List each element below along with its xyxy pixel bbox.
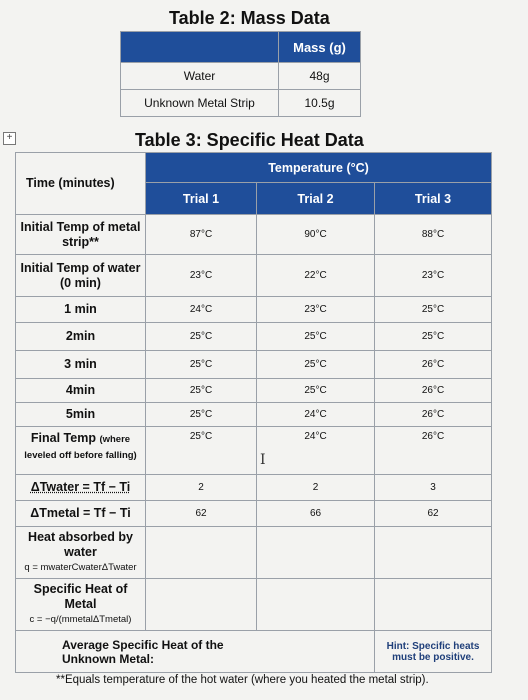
cell[interactable]: 25°C (257, 323, 375, 351)
heat-absorbed-title: Heat absorbed by water (28, 530, 133, 559)
average-specific-heat-label: Average Specific Heat of the Unknown Metal: (62, 637, 224, 666)
heat-formula: q = mwaterCwaterΔTwater (24, 562, 137, 573)
temperature-header: Temperature (°C) (146, 153, 492, 183)
cell[interactable]: 22°C (257, 255, 375, 297)
hint-text: Hint: Specific heats must be positive. (386, 640, 480, 663)
table2-title: Table 2: Mass Data (169, 8, 330, 28)
mass-row-value: 48g (279, 63, 361, 90)
table3-title: Table 3: Specific Heat Data (135, 130, 364, 150)
row-label: 3 min (16, 351, 146, 379)
cell[interactable] (257, 579, 375, 631)
hint-cell (375, 631, 492, 673)
cell[interactable]: 25°C (146, 427, 257, 475)
specific-heat-table (15, 152, 492, 673)
cell[interactable]: 23°C (257, 297, 375, 323)
cell[interactable]: 26°C (375, 351, 492, 379)
cell[interactable]: 62 (146, 501, 257, 527)
cell[interactable]: 2 (257, 475, 375, 501)
cell[interactable] (257, 527, 375, 579)
cell[interactable]: 25°C (146, 323, 257, 351)
row-label: 1 min (16, 297, 146, 323)
cell[interactable]: 26°C (375, 379, 492, 403)
cell[interactable]: 2 (146, 475, 257, 501)
final-temp-title: Final Temp (30, 431, 96, 445)
cell[interactable]: 24°C (257, 427, 375, 475)
mass-data-table (120, 31, 361, 117)
average-label-cell (16, 631, 375, 673)
specific-heat-label (16, 579, 146, 631)
mass-header: Mass (g) (279, 32, 361, 63)
delta-t-metal-label: ΔTmetal = Tf − Ti (16, 501, 146, 527)
cell[interactable]: 87°C (146, 215, 257, 255)
mass-row-value: 10.5g (279, 90, 361, 117)
cell[interactable]: 25°C (375, 323, 492, 351)
trial-header: Trial 1 (146, 183, 257, 215)
cell[interactable]: 25°C (146, 351, 257, 379)
row-label: Initial Temp of metal strip** (16, 215, 146, 255)
cell[interactable]: 24°C (146, 297, 257, 323)
mass-row-label: Water (121, 63, 279, 90)
specific-heat-title: Specific Heat of Metal (33, 582, 128, 611)
final-temp-label (16, 427, 146, 475)
cell[interactable]: 24°C (257, 403, 375, 427)
cell[interactable] (375, 527, 492, 579)
text-cursor-icon: I (260, 452, 266, 468)
cell[interactable]: 26°C (375, 427, 492, 475)
cell[interactable]: 90°C (257, 215, 375, 255)
heat-absorbed-label (16, 527, 146, 579)
row-label: Initial Temp of water (0 min) (16, 255, 146, 297)
delta-t-water-label: ΔTwater = Tf − Ti (16, 475, 146, 501)
table-expand-icon[interactable]: + (3, 132, 16, 145)
cell[interactable] (375, 579, 492, 631)
footnote: **Equals temperature of the hot water (where you heated the metal strip). (56, 674, 429, 686)
time-header: Time (minutes) (16, 153, 146, 215)
row-label: 4min (16, 379, 146, 403)
cell[interactable] (146, 527, 257, 579)
cell[interactable]: 25°C (146, 379, 257, 403)
specific-heat-formula: c = −q/(mmetalΔTmetal) (29, 614, 132, 625)
cell[interactable]: 66 (257, 501, 375, 527)
final-temp-note: (where leveled off before falling) (24, 434, 137, 461)
row-label: 5min (16, 403, 146, 427)
cell[interactable] (146, 579, 257, 631)
cell[interactable]: 23°C (146, 255, 257, 297)
trial-header: Trial 3 (375, 183, 492, 215)
cell[interactable]: 23°C (375, 255, 492, 297)
cell[interactable]: 25°C (257, 379, 375, 403)
cell[interactable]: 25°C (146, 403, 257, 427)
row-label: 2min (16, 323, 146, 351)
cell[interactable]: 62 (375, 501, 492, 527)
cell[interactable]: 25°C (375, 297, 492, 323)
cell[interactable]: 26°C (375, 403, 492, 427)
cell[interactable]: 25°C (257, 351, 375, 379)
cell[interactable]: 3 (375, 475, 492, 501)
trial-header: Trial 2 (257, 183, 375, 215)
mass-row-label: Unknown Metal Strip (121, 90, 279, 117)
cell[interactable]: 88°C (375, 215, 492, 255)
